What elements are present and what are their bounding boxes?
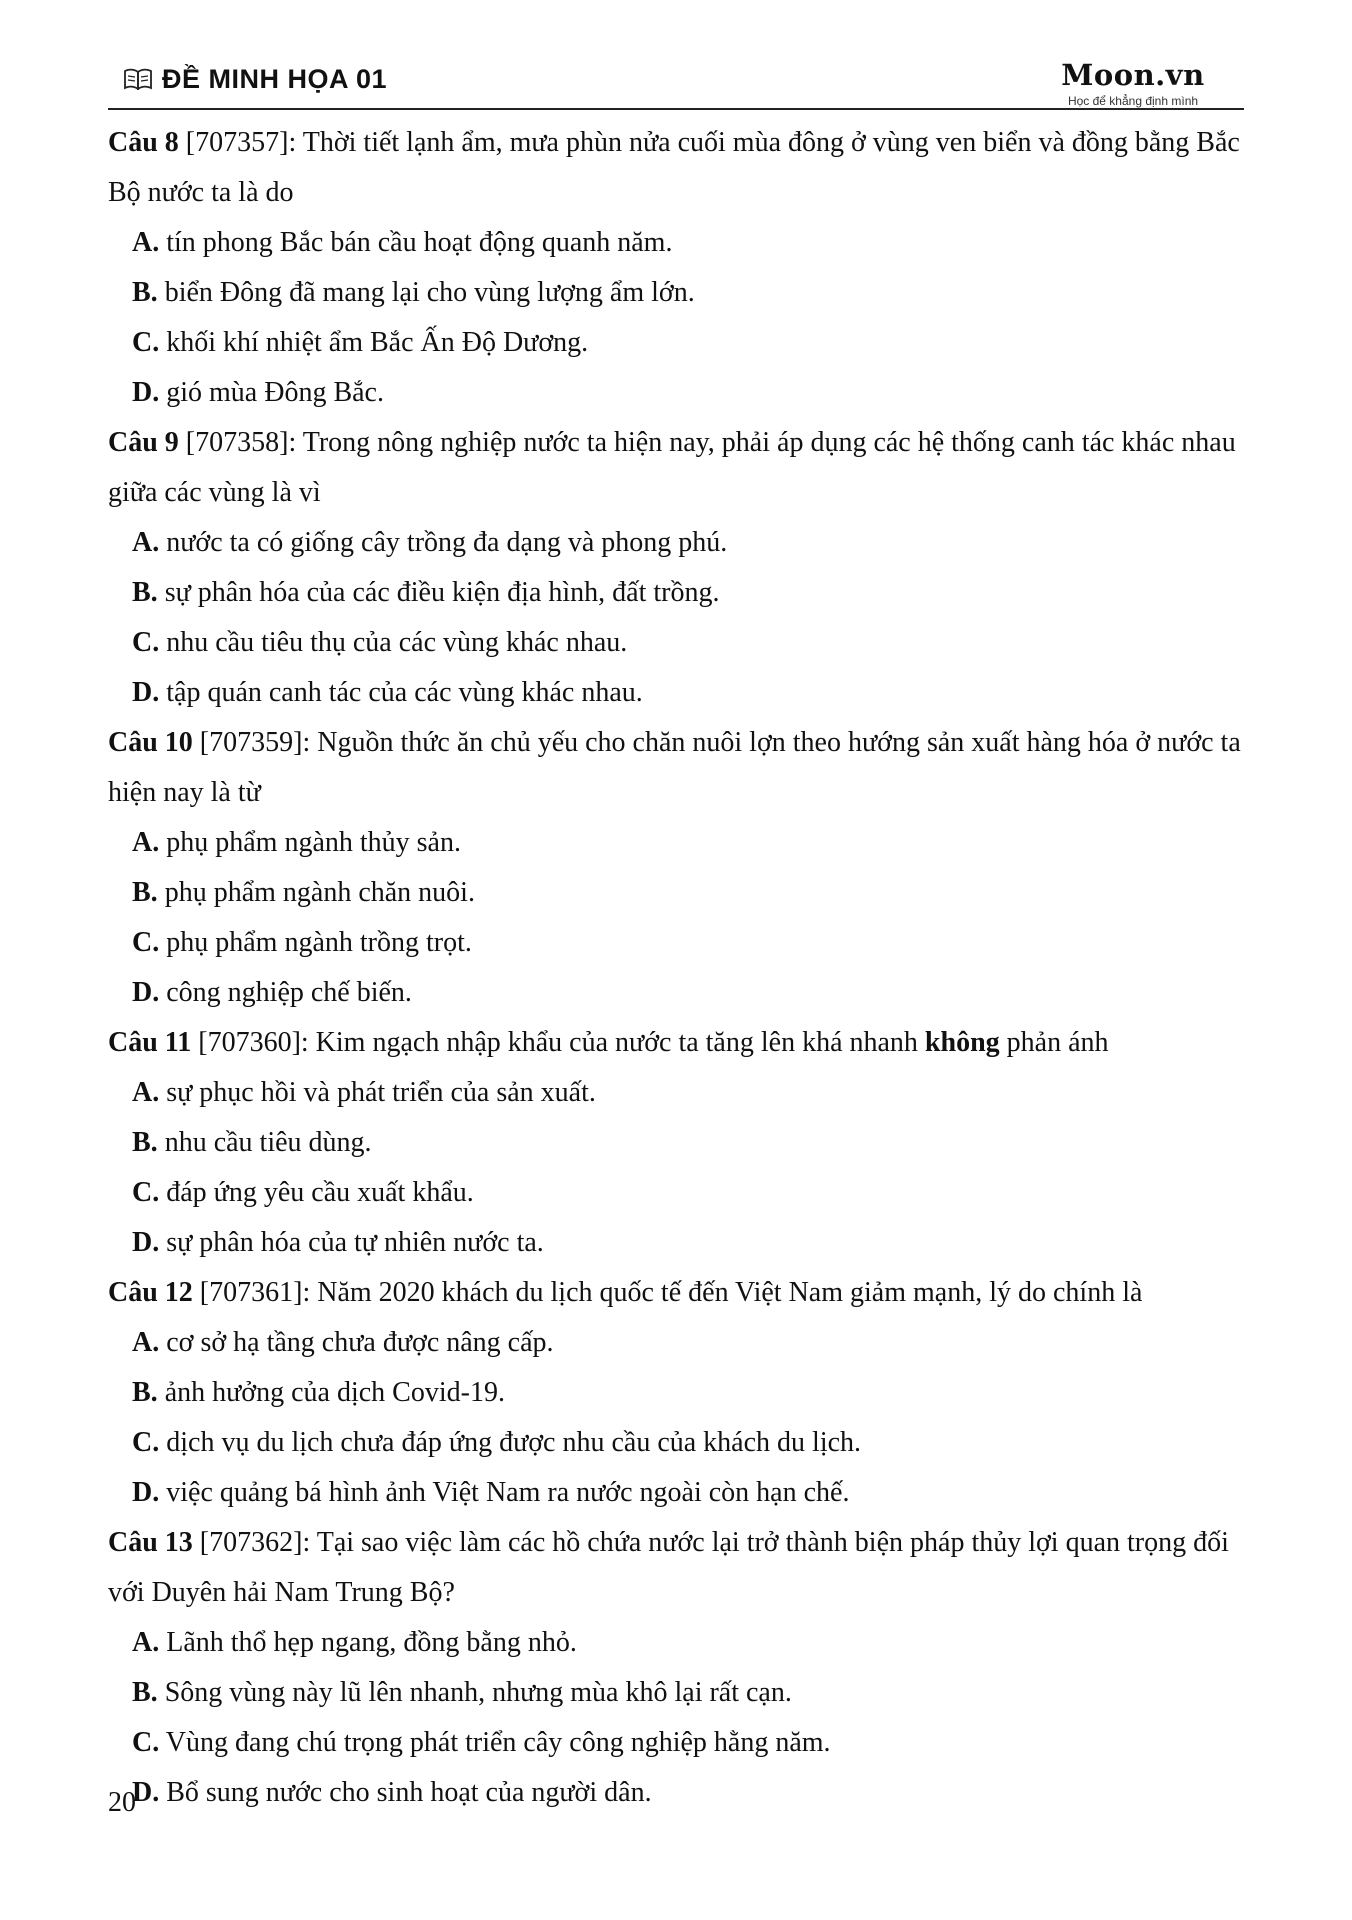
option-d — [108, 1768, 1254, 1818]
question-11 — [108, 1018, 1254, 1268]
option-text: sự phân hóa của tự nhiên nước ta. — [159, 1227, 544, 1258]
option-d — [108, 968, 1254, 1018]
question-code: [707361] — [192, 1277, 303, 1308]
option-letter: A. — [132, 827, 160, 858]
option-text: việc quảng bá hình ảnh Việt Nam ra nước ngoài còn hạn chế. — [159, 1477, 850, 1508]
question-code: [707359] — [192, 727, 303, 758]
question-text: : Thời tiết lạnh ẩm, mưa phùn nửa cuối mùa đông ở vùng ven biển và đồng bằng Bắc Bộ nước ta là do — [108, 127, 1240, 208]
question-10 — [108, 718, 1254, 1018]
option-letter: B. — [132, 277, 158, 308]
option-b — [108, 1668, 1254, 1718]
option-letter: D. — [132, 1227, 160, 1258]
option-letter: D. — [132, 1777, 160, 1808]
option-letter: C. — [132, 1427, 160, 1458]
brand-logo: Moon.vn — [1061, 58, 1205, 92]
option-b — [108, 868, 1254, 918]
option-d — [108, 368, 1254, 418]
option-letter: D. — [132, 677, 160, 708]
option-a — [108, 1068, 1254, 1118]
question-text: : Kim ngạch nhập khẩu của nước ta tăng lên khá nhanh — [300, 1027, 925, 1058]
option-text: sự phục hồi và phát triển của sản xuất. — [159, 1077, 596, 1108]
question-label: Câu 9 — [108, 427, 179, 458]
option-c — [108, 1168, 1254, 1218]
option-text: công nghiệp chế biến. — [159, 977, 412, 1008]
header-divider — [108, 108, 1244, 110]
option-letter: C. — [132, 927, 160, 958]
option-text: tập quán canh tác của các vùng khác nhau. — [159, 677, 643, 708]
option-a — [108, 1618, 1254, 1668]
question-list — [108, 118, 1254, 1818]
option-letter: A. — [132, 227, 160, 258]
question-stem — [108, 1268, 1254, 1318]
option-d — [108, 668, 1254, 718]
option-text: dịch vụ du lịch chưa đáp ứng được nhu cầu của khách du lịch. — [159, 1427, 862, 1458]
question-label: Câu 10 — [108, 727, 193, 758]
option-text: Lãnh thổ hẹp ngang, đồng bằng nhỏ. — [159, 1627, 577, 1658]
question-label: Câu 12 — [108, 1277, 193, 1308]
option-a — [108, 518, 1254, 568]
option-b — [108, 1118, 1254, 1168]
page-header — [108, 58, 1244, 118]
option-a — [108, 818, 1254, 868]
question-code: [707358] — [178, 427, 289, 458]
question-label: Câu 13 — [108, 1527, 193, 1558]
option-letter: C. — [132, 327, 160, 358]
question-text-end: phản ánh — [999, 1027, 1109, 1058]
question-code: [707360] — [191, 1027, 301, 1058]
option-b — [108, 268, 1254, 318]
option-text: tín phong Bắc bán cầu hoạt động quanh năm. — [159, 227, 673, 258]
option-letter: D. — [132, 377, 160, 408]
question-code: [707362] — [192, 1527, 303, 1558]
option-text: Sông vùng này lũ lên nhanh, nhưng mùa khô lại rất cạn. — [157, 1677, 792, 1708]
document-title: ĐỀ MINH HỌA 01 — [162, 64, 388, 94]
page-number: 20 — [108, 1787, 136, 1818]
option-letter: B. — [132, 577, 158, 608]
option-letter: A. — [132, 1077, 160, 1108]
question-12 — [108, 1268, 1254, 1518]
option-letter: A. — [132, 1627, 160, 1658]
option-a — [108, 218, 1254, 268]
question-stem — [108, 118, 1254, 218]
option-letter: D. — [132, 977, 160, 1008]
option-d — [108, 1218, 1254, 1268]
option-letter: A. — [132, 527, 160, 558]
option-letter: A. — [132, 1327, 160, 1358]
option-text: gió mùa Đông Bắc. — [159, 377, 384, 408]
question-text: : Tại sao việc làm các hồ chứa nước lại trở thành biện pháp thủy lợi quan trọng đối với Duyên hải Nam Trung Bộ? — [108, 1527, 1229, 1608]
question-text: : Năm 2020 khách du lịch quốc tế đến Việt Nam giảm mạnh, lý do chính là — [302, 1277, 1143, 1308]
question-label: Câu 8 — [108, 127, 179, 158]
option-c — [108, 1418, 1254, 1468]
question-code: [707357] — [178, 127, 289, 158]
option-text: đáp ứng yêu cầu xuất khẩu. — [159, 1177, 474, 1208]
brand-block — [1048, 58, 1218, 108]
option-letter: C. — [132, 1177, 160, 1208]
option-c — [108, 618, 1254, 668]
option-text: phụ phẩm ngành thủy sản. — [159, 827, 461, 858]
question-text: : Trong nông nghiệp nước ta hiện nay, phải áp dụng các hệ thống canh tác khác nhau giữa các vùng là vì — [108, 427, 1236, 508]
option-letter: D. — [132, 1477, 160, 1508]
option-letter: C. — [132, 627, 160, 658]
option-text: Vùng đang chú trọng phát triển cây công nghiệp hằng năm. — [159, 1727, 831, 1758]
question-8 — [108, 118, 1254, 418]
option-c — [108, 1718, 1254, 1768]
option-text: cơ sở hạ tầng chưa được nâng cấp. — [159, 1327, 554, 1358]
option-letter: B. — [132, 877, 158, 908]
option-c — [108, 918, 1254, 968]
option-letter: B. — [132, 1677, 158, 1708]
question-label: Câu 11 — [108, 1027, 192, 1058]
brand-slogan: Học để khẳng định mình — [1067, 94, 1199, 108]
option-text: nhu cầu tiêu dùng. — [157, 1127, 372, 1158]
option-text: nhu cầu tiêu thụ của các vùng khác nhau. — [159, 627, 628, 658]
option-text: phụ phẩm ngành chăn nuôi. — [157, 877, 475, 908]
question-stem — [108, 1518, 1254, 1618]
question-text: : Nguồn thức ăn chủ yếu cho chăn nuôi lợn theo hướng sản xuất hàng hóa ở nước ta hiện nay là từ — [108, 727, 1241, 808]
option-text: khối khí nhiệt ẩm Bắc Ấn Độ Dương. — [159, 327, 589, 358]
question-9 — [108, 418, 1254, 718]
option-text: nước ta có giống cây trồng đa dạng và phong phú. — [159, 527, 728, 558]
option-d — [108, 1468, 1254, 1518]
open-book-icon — [124, 68, 152, 90]
option-text: biển Đông đã mang lại cho vùng lượng ẩm lớn. — [157, 277, 695, 308]
question-stem — [108, 418, 1254, 518]
option-b — [108, 1368, 1254, 1418]
option-a — [108, 1318, 1254, 1368]
question-emphasis: không — [924, 1027, 1000, 1058]
question-stem — [108, 718, 1254, 818]
question-stem — [108, 1018, 1254, 1068]
option-text: Bổ sung nước cho sinh hoạt của người dân. — [159, 1777, 652, 1808]
option-letter: B. — [132, 1127, 158, 1158]
option-text: sự phân hóa của các điều kiện địa hình, đất trồng. — [157, 577, 720, 608]
option-text: ảnh hưởng của dịch Covid-19. — [157, 1377, 505, 1408]
option-c — [108, 318, 1254, 368]
question-13 — [108, 1518, 1254, 1818]
option-letter: C. — [132, 1727, 160, 1758]
option-letter: B. — [132, 1377, 158, 1408]
option-text: phụ phẩm ngành trồng trọt. — [159, 927, 472, 958]
option-b — [108, 568, 1254, 618]
